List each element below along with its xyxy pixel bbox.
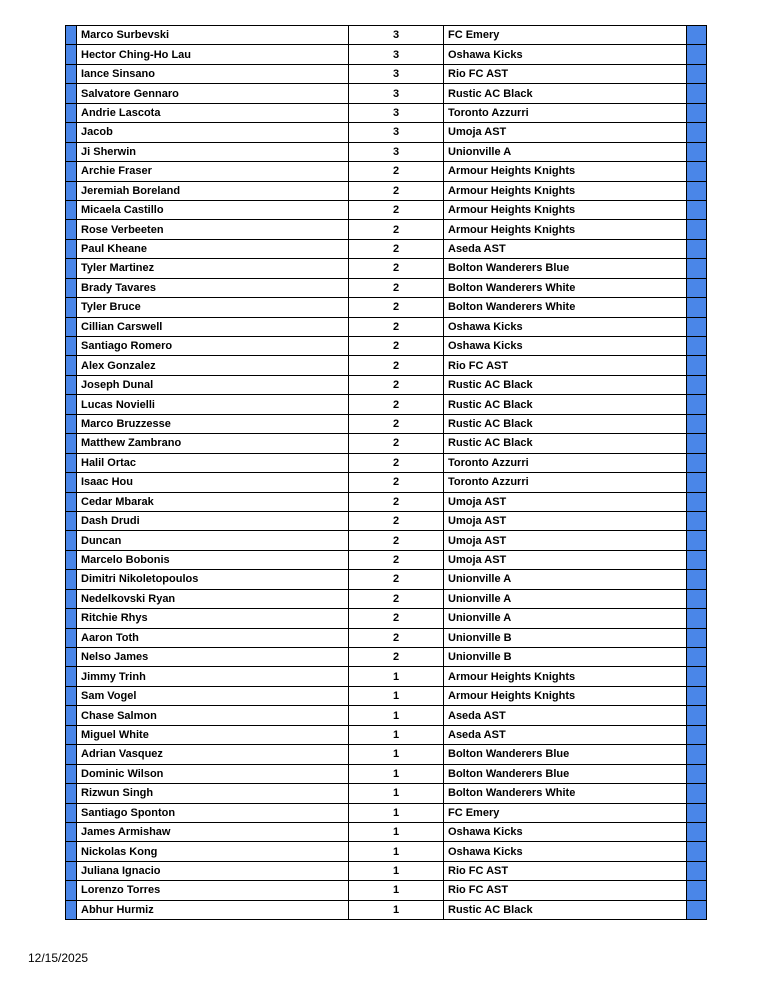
goals-cell: 2 [349,298,444,317]
player-name-cell: Brady Tavares [77,278,349,297]
right-accent-cell [687,45,707,64]
left-accent-cell [66,239,77,258]
team-cell: Armour Heights Knights [444,200,687,219]
player-name-cell: James Armishaw [77,822,349,841]
goals-cell: 2 [349,453,444,472]
goals-cell: 2 [349,511,444,530]
table-row [66,764,707,783]
left-accent-cell [66,123,77,142]
table-row [66,861,707,880]
player-name-cell: Santiago Romero [77,337,349,356]
left-accent-cell [66,473,77,492]
player-name-cell: Rizwun Singh [77,784,349,803]
team-cell: Bolton Wanderers Blue [444,764,687,783]
right-accent-cell [687,842,707,861]
right-accent-cell [687,337,707,356]
right-accent-cell [687,822,707,841]
goals-cell: 2 [349,162,444,181]
right-accent-cell [687,531,707,550]
left-accent-cell [66,162,77,181]
left-accent-cell [66,200,77,219]
right-accent-cell [687,648,707,667]
table-row [66,375,707,394]
team-cell: Rustic AC Black [444,414,687,433]
player-name-cell: Tyler Bruce [77,298,349,317]
left-accent-cell [66,803,77,822]
left-accent-cell [66,414,77,433]
goals-cell: 1 [349,764,444,783]
team-cell: Armour Heights Knights [444,181,687,200]
right-accent-cell [687,84,707,103]
table-row [66,473,707,492]
team-cell: Rustic AC Black [444,375,687,394]
player-name-cell: Lucas Novielli [77,395,349,414]
goals-cell: 2 [349,356,444,375]
player-name-cell: Isaac Hou [77,473,349,492]
right-accent-cell [687,492,707,511]
player-name-cell: Paul Kheane [77,239,349,258]
left-accent-cell [66,686,77,705]
left-accent-cell [66,706,77,725]
goals-cell: 2 [349,570,444,589]
left-accent-cell [66,667,77,686]
left-accent-cell [66,784,77,803]
table-row [66,337,707,356]
player-name-cell: Halil Ortac [77,453,349,472]
player-name-cell: Hector Ching-Ho Lau [77,45,349,64]
table-row [66,434,707,453]
player-name-cell: Tyler Martinez [77,259,349,278]
right-accent-cell [687,803,707,822]
left-accent-cell [66,356,77,375]
goals-cell: 2 [349,337,444,356]
team-cell: Oshawa Kicks [444,842,687,861]
table-row [66,628,707,647]
team-cell: Rio FC AST [444,881,687,900]
table-row [66,142,707,161]
goals-cell: 2 [349,220,444,239]
player-name-cell: Dimitri Nikoletopoulos [77,570,349,589]
team-cell: Toronto Azzurri [444,103,687,122]
left-accent-cell [66,900,77,919]
player-name-cell: Chase Salmon [77,706,349,725]
right-accent-cell [687,686,707,705]
team-cell: FC Emery [444,26,687,45]
table-row [66,64,707,83]
goals-cell: 2 [349,317,444,336]
right-accent-cell [687,453,707,472]
table-row [66,181,707,200]
team-cell: Unionville A [444,142,687,161]
table-row [66,648,707,667]
goals-cell: 3 [349,123,444,142]
goals-cell: 2 [349,628,444,647]
team-cell: Unionville A [444,570,687,589]
right-accent-cell [687,725,707,744]
left-accent-cell [66,550,77,569]
table-row [66,784,707,803]
goals-cell: 2 [349,589,444,608]
team-cell: Bolton Wanderers White [444,784,687,803]
player-name-cell: Duncan [77,531,349,550]
left-accent-cell [66,103,77,122]
goals-cell: 1 [349,784,444,803]
table-row [66,745,707,764]
right-accent-cell [687,220,707,239]
table-row [66,900,707,919]
player-name-cell: Jimmy Trinh [77,667,349,686]
player-name-cell: Marco Surbevski [77,26,349,45]
goals-cell: 1 [349,803,444,822]
table-row [66,881,707,900]
player-name-cell: Nickolas Kong [77,842,349,861]
left-accent-cell [66,64,77,83]
player-name-cell: Matthew Zambrano [77,434,349,453]
player-name-cell: Abhur Hurmiz [77,900,349,919]
table-row [66,822,707,841]
right-accent-cell [687,103,707,122]
left-accent-cell [66,278,77,297]
right-accent-cell [687,278,707,297]
left-accent-cell [66,745,77,764]
player-name-cell: Nelso James [77,648,349,667]
team-cell: Rio FC AST [444,861,687,880]
team-cell: Oshawa Kicks [444,337,687,356]
team-cell: Unionville A [444,589,687,608]
table-row [66,278,707,297]
player-name-cell: Cillian Carswell [77,317,349,336]
table-row [66,725,707,744]
team-cell: Umoja AST [444,550,687,569]
table-row [66,511,707,530]
team-cell: Unionville A [444,609,687,628]
team-cell: Oshawa Kicks [444,45,687,64]
left-accent-cell [66,26,77,45]
left-accent-cell [66,317,77,336]
table-row [66,842,707,861]
footer-date: 12/15/2025 [28,951,89,965]
goals-cell: 2 [349,375,444,394]
left-accent-cell [66,220,77,239]
goals-cell: 1 [349,686,444,705]
right-accent-cell [687,900,707,919]
table-row [66,706,707,725]
right-accent-cell [687,356,707,375]
left-accent-cell [66,453,77,472]
team-cell: Rio FC AST [444,64,687,83]
player-name-cell: Aaron Toth [77,628,349,647]
table-row [66,239,707,258]
team-cell: Rio FC AST [444,356,687,375]
table-row [66,103,707,122]
table-row [66,200,707,219]
right-accent-cell [687,570,707,589]
left-accent-cell [66,628,77,647]
right-accent-cell [687,181,707,200]
player-name-cell: Rose Verbeeten [77,220,349,239]
right-accent-cell [687,745,707,764]
player-name-cell: Dash Drudi [77,511,349,530]
right-accent-cell [687,609,707,628]
player-name-cell: Cedar Mbarak [77,492,349,511]
goals-cell: 2 [349,259,444,278]
player-name-cell: Ritchie Rhys [77,609,349,628]
table-row [66,259,707,278]
player-name-cell: Alex Gonzalez [77,356,349,375]
right-accent-cell [687,706,707,725]
table-row [66,667,707,686]
team-cell: Bolton Wanderers White [444,298,687,317]
table-row [66,550,707,569]
player-name-cell: Dominic Wilson [77,764,349,783]
goals-cell: 1 [349,667,444,686]
player-name-cell: Ji Sherwin [77,142,349,161]
goals-cell: 3 [349,64,444,83]
right-accent-cell [687,26,707,45]
left-accent-cell [66,181,77,200]
team-cell: Armour Heights Knights [444,162,687,181]
table-row [66,45,707,64]
table-row [66,26,707,45]
team-cell: Unionville B [444,648,687,667]
player-name-cell: Miguel White [77,725,349,744]
team-cell: Rustic AC Black [444,434,687,453]
left-accent-cell [66,142,77,161]
left-accent-cell [66,609,77,628]
goals-cell: 2 [349,395,444,414]
right-accent-cell [687,142,707,161]
left-accent-cell [66,531,77,550]
goals-cell: 3 [349,84,444,103]
player-name-cell: Marcelo Bobonis [77,550,349,569]
team-cell: Toronto Azzurri [444,473,687,492]
player-name-cell: Sam Vogel [77,686,349,705]
right-accent-cell [687,628,707,647]
table-row [66,686,707,705]
left-accent-cell [66,881,77,900]
team-cell: FC Emery [444,803,687,822]
right-accent-cell [687,784,707,803]
right-accent-cell [687,298,707,317]
right-accent-cell [687,881,707,900]
left-accent-cell [66,589,77,608]
table-row [66,531,707,550]
goals-cell: 1 [349,822,444,841]
right-accent-cell [687,414,707,433]
left-accent-cell [66,259,77,278]
goals-cell: 2 [349,648,444,667]
table-row [66,123,707,142]
right-accent-cell [687,511,707,530]
table-row [66,298,707,317]
table-row [66,220,707,239]
player-name-cell: Archie Fraser [77,162,349,181]
team-cell: Umoja AST [444,492,687,511]
right-accent-cell [687,589,707,608]
goals-cell: 1 [349,861,444,880]
left-accent-cell [66,375,77,394]
team-cell: Armour Heights Knights [444,220,687,239]
table-row [66,492,707,511]
goals-cell: 1 [349,881,444,900]
left-accent-cell [66,511,77,530]
team-cell: Bolton Wanderers Blue [444,259,687,278]
goals-cell: 2 [349,550,444,569]
player-name-cell: Santiago Sponton [77,803,349,822]
left-accent-cell [66,822,77,841]
right-accent-cell [687,764,707,783]
left-accent-cell [66,842,77,861]
team-cell: Rustic AC Black [444,84,687,103]
right-accent-cell [687,259,707,278]
leaderboard-body [66,26,707,920]
right-accent-cell [687,395,707,414]
left-accent-cell [66,861,77,880]
team-cell: Bolton Wanderers White [444,278,687,297]
goals-cell: 2 [349,531,444,550]
table-row [66,395,707,414]
team-cell: Aseda AST [444,725,687,744]
right-accent-cell [687,239,707,258]
left-accent-cell [66,434,77,453]
table-row [66,84,707,103]
table-row [66,570,707,589]
right-accent-cell [687,200,707,219]
goals-cell: 1 [349,745,444,764]
team-cell: Armour Heights Knights [444,686,687,705]
left-accent-cell [66,570,77,589]
goals-cell: 1 [349,842,444,861]
right-accent-cell [687,317,707,336]
goals-cell: 2 [349,492,444,511]
team-cell: Rustic AC Black [444,900,687,919]
team-cell: Armour Heights Knights [444,667,687,686]
team-cell: Bolton Wanderers Blue [444,745,687,764]
table-row [66,317,707,336]
goals-cell: 1 [349,900,444,919]
table-row [66,589,707,608]
goals-cell: 2 [349,609,444,628]
player-name-cell: Nedelkovski Ryan [77,589,349,608]
table-row [66,162,707,181]
table-row [66,414,707,433]
goals-cell: 3 [349,45,444,64]
table-row [66,356,707,375]
player-name-cell: Jeremiah Boreland [77,181,349,200]
team-cell: Unionville B [444,628,687,647]
goals-cell: 2 [349,473,444,492]
team-cell: Aseda AST [444,706,687,725]
table-row [66,803,707,822]
goals-cell: 2 [349,239,444,258]
goals-cell: 3 [349,103,444,122]
team-cell: Aseda AST [444,239,687,258]
table-row [66,609,707,628]
goals-cell: 2 [349,181,444,200]
left-accent-cell [66,84,77,103]
player-name-cell: Jacob [77,123,349,142]
left-accent-cell [66,725,77,744]
goals-cell: 2 [349,434,444,453]
player-name-cell: Micaela Castillo [77,200,349,219]
right-accent-cell [687,375,707,394]
left-accent-cell [66,45,77,64]
right-accent-cell [687,861,707,880]
right-accent-cell [687,667,707,686]
goals-cell: 2 [349,414,444,433]
player-name-cell: Adrian Vasquez [77,745,349,764]
right-accent-cell [687,162,707,181]
left-accent-cell [66,298,77,317]
left-accent-cell [66,764,77,783]
goals-cell: 1 [349,725,444,744]
player-name-cell: Salvatore Gennaro [77,84,349,103]
left-accent-cell [66,648,77,667]
player-name-cell: Juliana Ignacio [77,861,349,880]
goals-cell: 2 [349,200,444,219]
team-cell: Oshawa Kicks [444,822,687,841]
right-accent-cell [687,123,707,142]
right-accent-cell [687,64,707,83]
table-row [66,453,707,472]
team-cell: Umoja AST [444,511,687,530]
team-cell: Rustic AC Black [444,395,687,414]
goals-cell: 2 [349,278,444,297]
right-accent-cell [687,550,707,569]
left-accent-cell [66,492,77,511]
player-name-cell: Andrie Lascota [77,103,349,122]
left-accent-cell [66,337,77,356]
right-accent-cell [687,434,707,453]
player-name-cell: Marco Bruzzesse [77,414,349,433]
player-name-cell: Lorenzo Torres [77,881,349,900]
team-cell: Umoja AST [444,123,687,142]
team-cell: Toronto Azzurri [444,453,687,472]
goals-leaderboard-table [65,25,707,920]
team-cell: Oshawa Kicks [444,317,687,336]
right-accent-cell [687,473,707,492]
goals-cell: 1 [349,706,444,725]
player-name-cell: Iance Sinsano [77,64,349,83]
goals-cell: 3 [349,26,444,45]
team-cell: Umoja AST [444,531,687,550]
left-accent-cell [66,395,77,414]
goals-cell: 3 [349,142,444,161]
player-name-cell: Joseph Dunal [77,375,349,394]
